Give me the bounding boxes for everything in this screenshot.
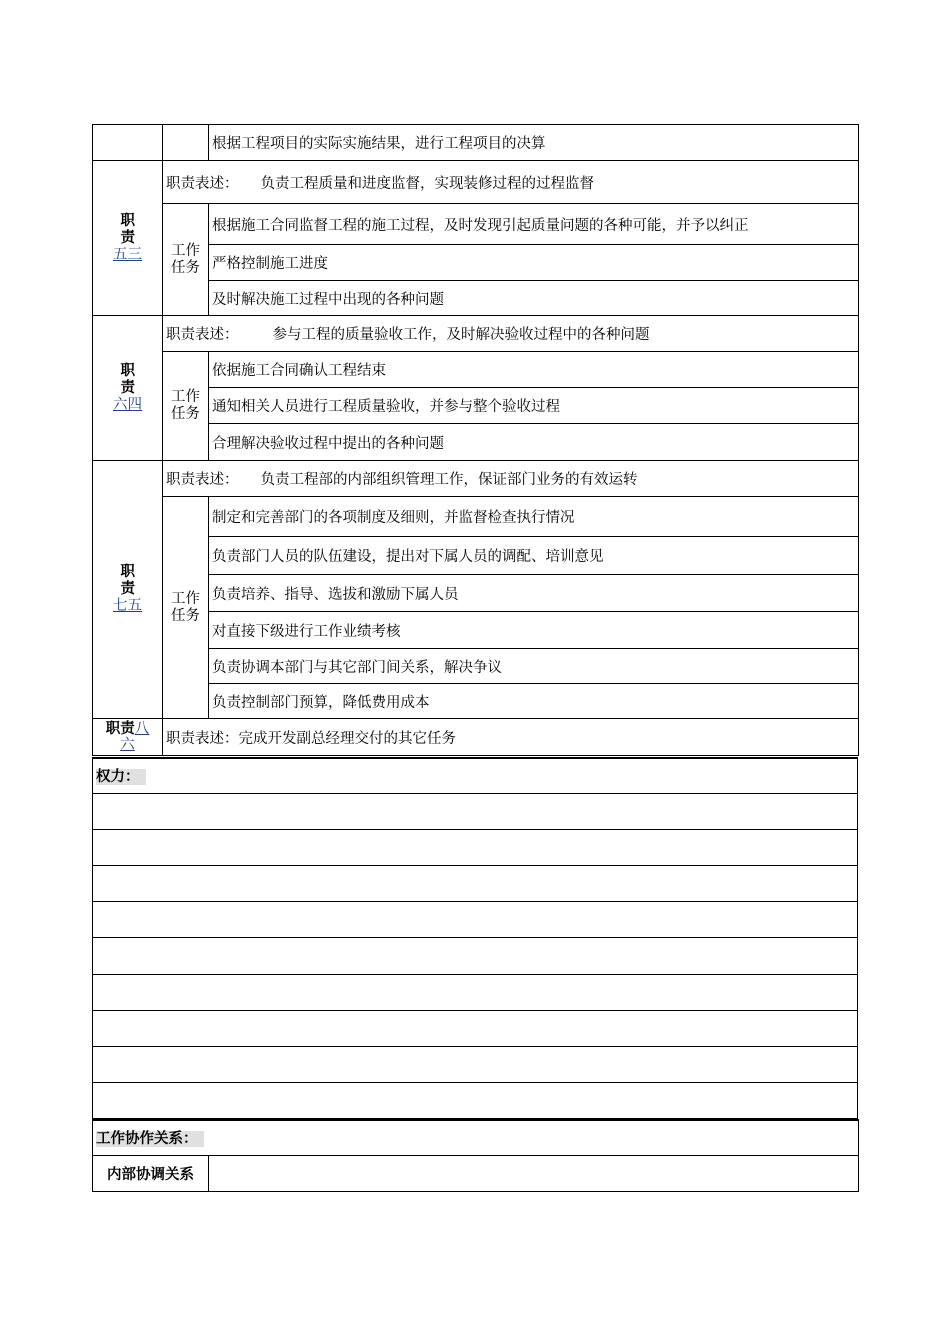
duty-table (92, 124, 859, 756)
task-label-text: 工作任务 (171, 590, 200, 624)
blank-row (93, 1010, 858, 1046)
duty-description (163, 161, 859, 204)
blank-row (93, 901, 858, 937)
section-title (93, 1120, 859, 1155)
blank-row (93, 865, 858, 901)
empty-cell (163, 125, 209, 161)
table-row (93, 901, 858, 937)
collab-title: 工作协作关系： (96, 1131, 204, 1147)
table-row (93, 937, 858, 974)
duty-number: 六四 (113, 396, 142, 413)
power-table (92, 757, 858, 1119)
blank-row (93, 974, 858, 1010)
table-row (93, 161, 859, 204)
duty-label-text: 职责 (120, 212, 135, 246)
task-label (163, 497, 209, 719)
power-title: 权力： (96, 769, 146, 785)
duty-label (93, 316, 163, 461)
table-row (93, 974, 858, 1010)
table-row (93, 316, 859, 352)
table-row (93, 758, 858, 793)
task-text: 依据施工合同确认工程结束 (209, 352, 859, 388)
task-text: 对直接下级进行工作业绩考核 (209, 612, 859, 649)
desc-prefix: 职责表述： (166, 327, 239, 343)
task-text: 根据工程项目的实际实施结果，进行工程项目的决算 (209, 125, 859, 161)
task-text: 负责培养、指导、选拔和激励下属人员 (209, 575, 859, 612)
table-row (93, 1082, 858, 1118)
blank-row (93, 937, 858, 974)
task-text: 及时解决施工过程中出现的各种问题 (209, 281, 859, 316)
table-row (93, 1046, 858, 1082)
task-text: 合理解决验收过程中提出的各种问题 (209, 424, 859, 461)
table-row (93, 1120, 859, 1155)
desc-text: 负责工程部的内部组织管理工作，保证部门业务的有效运转 (260, 472, 638, 488)
table-row (93, 497, 859, 537)
blank-row (93, 1082, 858, 1118)
table-row (93, 829, 858, 865)
task-text: 制定和完善部门的各项制度及细则，并监督检查执行情况 (209, 497, 859, 537)
task-text: 负责协调本部门与其它部门间关系，解决争议 (209, 649, 859, 684)
blank-row (93, 1046, 858, 1082)
duty-label (93, 461, 163, 719)
table-row (93, 1010, 858, 1046)
collab-table (92, 1119, 859, 1192)
duty-number: 六 (120, 737, 135, 753)
empty-cell (93, 125, 163, 161)
duty-number: 八 (134, 721, 150, 737)
desc-prefix: 职责表述： (166, 175, 239, 192)
table-row (93, 352, 859, 388)
duty-description: 职责表述：完成开发副总经理交付的其它任务 (163, 719, 859, 756)
duty-label-text: 职责 (120, 362, 135, 396)
task-text: 通知相关人员进行工程质量验收，并参与整个验收过程 (209, 388, 859, 424)
task-text: 严格控制施工进度 (209, 245, 859, 281)
internal-coordination-value (209, 1155, 859, 1191)
table-row (93, 865, 858, 901)
task-text: 负责控制部门预算，降低费用成本 (209, 684, 859, 719)
section-title (93, 758, 858, 793)
table-row (93, 1155, 859, 1191)
duty-label-text: 职责 (105, 721, 135, 737)
blank-row (93, 829, 858, 865)
table-row (93, 461, 859, 497)
duty-label (93, 161, 163, 316)
task-text: 负责部门人员的队伍建设，提出对下属人员的调配、培训意见 (209, 537, 859, 575)
task-label-text: 工作任务 (171, 242, 200, 276)
duty-description (163, 461, 859, 497)
task-label (163, 204, 209, 316)
internal-coordination-label: 内部协调关系 (93, 1155, 209, 1191)
table-row (93, 125, 859, 161)
table-row (93, 793, 858, 829)
task-label (163, 352, 209, 461)
duty-label-text: 职责 (120, 564, 135, 597)
task-text: 根据施工合同监督工程的施工过程，及时发现引起质量问题的各种可能，并予以纠正 (209, 204, 859, 245)
table-row (93, 204, 859, 245)
duty-number: 七五 (113, 598, 142, 614)
desc-text: 负责工程质量和进度监督，实现装修过程的过程监督 (260, 175, 594, 192)
table-row (93, 719, 859, 756)
duty-label (93, 719, 163, 756)
task-label-text: 工作任务 (171, 389, 200, 422)
duty-number: 五三 (113, 246, 142, 263)
blank-row (93, 793, 858, 829)
desc-text: 参与工程的质量验收工作，及时解决验收过程中的各种问题 (272, 327, 650, 343)
duty-description (163, 316, 859, 352)
desc-prefix: 职责表述： (166, 472, 239, 488)
